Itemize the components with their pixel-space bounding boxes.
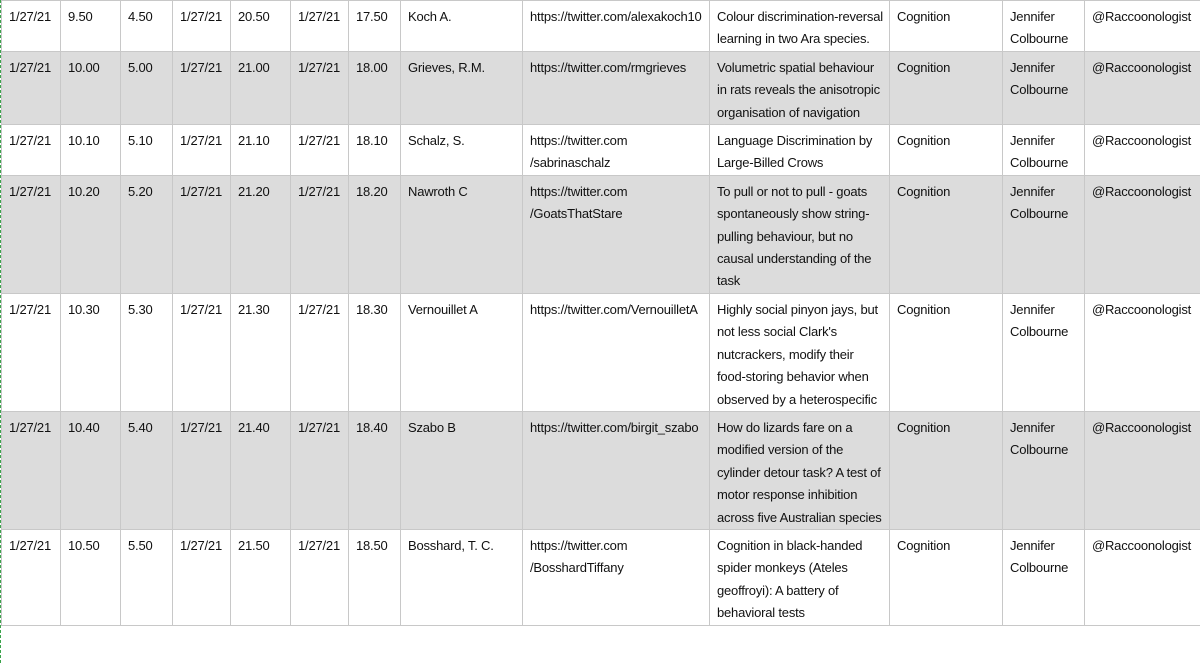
cell-text: 1/27/21 (180, 301, 222, 317)
cell-handle[interactable] (1085, 529, 1200, 625)
cell-text: 1/27/21 (298, 183, 340, 199)
cell-text: 1/27/21 (180, 59, 222, 75)
cell-text: @Raccoonologist (1092, 537, 1192, 553)
cell-date[interactable] (291, 529, 349, 625)
cell-twitter-url[interactable] (523, 125, 710, 176)
cell-host[interactable] (1003, 51, 1085, 124)
cell-text: 1/27/21 (298, 9, 340, 24)
cell-date[interactable] (173, 529, 231, 625)
cell-text: @Raccoonologist (1092, 183, 1192, 199)
cell-text: Jennifer Colbourne (1010, 537, 1069, 576)
cell-author[interactable] (401, 293, 523, 411)
cell-text: @Raccoonologist (1092, 9, 1192, 24)
cell-text: 1/27/21 (298, 537, 340, 553)
cell-text: Cognition (897, 301, 951, 317)
cell-text: 21.10 (238, 133, 270, 149)
cell-twitter-url[interactable] (523, 175, 710, 293)
cell-author[interactable] (401, 529, 523, 625)
cell-text: 5.50 (128, 537, 153, 553)
cell-date[interactable] (173, 51, 231, 124)
cell-text: Szabo B (408, 419, 456, 435)
cell-author[interactable] (401, 51, 523, 124)
cell-text: https://twitter.com/birgit_szabo (530, 419, 699, 435)
cell-text: Language Discrimination by Large-Billed Crows (717, 133, 873, 171)
cell-text: Cognition (897, 183, 951, 199)
cell-topic[interactable] (890, 51, 1003, 124)
cell-topic[interactable] (890, 1, 1003, 52)
cell-text: 18.20 (356, 183, 388, 199)
cell-time[interactable] (231, 1, 291, 52)
cell-date[interactable] (2, 51, 61, 124)
cell-text: Jennifer Colbourne (1010, 183, 1069, 222)
cell-time[interactable] (121, 51, 173, 124)
cell-text: 1/27/21 (180, 537, 222, 553)
cell-handle[interactable] (1085, 51, 1200, 124)
cell-twitter-url[interactable] (523, 293, 710, 411)
cell-date[interactable] (173, 1, 231, 52)
cell-text: 1/27/21 (9, 9, 51, 24)
cell-topic[interactable] (890, 529, 1003, 625)
table-row (2, 1, 1200, 52)
cell-time[interactable] (349, 125, 401, 176)
cell-time[interactable] (121, 293, 173, 411)
cell-date[interactable] (291, 51, 349, 124)
cell-text: Cognition (897, 59, 951, 75)
cell-text: 20.50 (238, 9, 270, 24)
table-row (2, 125, 1200, 176)
cell-date[interactable] (173, 175, 231, 293)
cell-talk-title[interactable] (710, 1, 890, 52)
cell-text: Jennifer Colbourne (1010, 301, 1069, 340)
cell-date[interactable] (173, 125, 231, 176)
cell-text: 1/27/21 (9, 537, 51, 553)
cell-host[interactable] (1003, 1, 1085, 52)
cell-text: Volumetric spatial behaviour in rats reveals the anisotropic organisation of navigation (717, 59, 880, 120)
cell-text: 10.20 (68, 183, 100, 199)
cell-time[interactable] (61, 175, 121, 293)
cell-text: https://twitter.com /sabrinaschalz (530, 133, 628, 171)
cell-text: 1/27/21 (9, 419, 51, 435)
cell-text: Jennifer Colbourne (1010, 9, 1069, 47)
cell-text: 5.20 (128, 183, 153, 199)
schedule-table (1, 0, 1200, 626)
cell-text: https://twitter.com/VernouilletA (530, 301, 698, 317)
cell-time[interactable] (61, 51, 121, 124)
cell-time[interactable] (61, 125, 121, 176)
cell-text: 1/27/21 (180, 133, 222, 149)
cell-talk-title[interactable] (710, 51, 890, 124)
cell-time[interactable] (231, 51, 291, 124)
cell-time[interactable] (121, 1, 173, 52)
cell-host[interactable] (1003, 175, 1085, 293)
cell-text: Cognition in black-handed spider monkeys (Ateles geoffroyi): A battery of behavioral tests (717, 537, 863, 621)
cell-text: 10.30 (68, 301, 100, 317)
cell-host[interactable] (1003, 293, 1085, 411)
cell-text: https://twitter.com /BosshardTiffany (530, 537, 628, 576)
cell-talk-title[interactable] (710, 529, 890, 625)
cell-topic[interactable] (890, 175, 1003, 293)
cell-text: https://twitter.com/alexakoch10 (530, 9, 702, 24)
cell-text: Jennifer Colbourne (1010, 133, 1069, 171)
cell-text: Cognition (897, 9, 951, 24)
cell-time[interactable] (121, 175, 173, 293)
cell-date[interactable] (291, 175, 349, 293)
cell-text: 5.00 (128, 59, 153, 75)
cell-text: 21.40 (238, 419, 270, 435)
cell-time[interactable] (231, 125, 291, 176)
cell-date[interactable] (2, 529, 61, 625)
table-row (2, 293, 1200, 411)
cell-twitter-url[interactable] (523, 51, 710, 124)
cell-date[interactable] (2, 293, 61, 411)
cell-text: 21.00 (238, 59, 270, 75)
cell-text: Nawroth C (408, 183, 468, 199)
cell-text: 21.20 (238, 183, 270, 199)
table-row (2, 411, 1200, 529)
cell-text: 10.10 (68, 133, 100, 149)
cell-handle[interactable] (1085, 411, 1200, 529)
cell-twitter-url[interactable] (523, 1, 710, 52)
cell-text: https://twitter.com/rmgrieves (530, 59, 687, 75)
cell-talk-title[interactable] (710, 411, 890, 529)
cell-talk-title[interactable] (710, 175, 890, 293)
cell-text: @Raccoonologist (1092, 301, 1192, 317)
cell-text: Schalz, S. (408, 133, 465, 149)
cell-time[interactable] (231, 529, 291, 625)
cell-date[interactable] (291, 1, 349, 52)
cell-text: 18.10 (356, 133, 388, 149)
cell-time[interactable] (349, 1, 401, 52)
cell-text: 1/27/21 (9, 133, 51, 149)
cell-text: 9.50 (68, 9, 93, 24)
cell-date[interactable] (2, 175, 61, 293)
cell-text: @Raccoonologist (1092, 419, 1192, 435)
cell-date[interactable] (2, 125, 61, 176)
cell-text: 18.50 (356, 537, 388, 553)
cell-topic[interactable] (890, 125, 1003, 176)
cell-talk-title[interactable] (710, 125, 890, 176)
cell-text: 1/27/21 (298, 59, 340, 75)
cell-time[interactable] (61, 1, 121, 52)
cell-date[interactable] (173, 293, 231, 411)
cell-text: 1/27/21 (180, 9, 222, 24)
cell-text: 5.30 (128, 301, 153, 317)
cell-topic[interactable] (890, 293, 1003, 411)
cell-date[interactable] (291, 125, 349, 176)
cell-author[interactable] (401, 175, 523, 293)
cell-time[interactable] (231, 293, 291, 411)
cell-twitter-url[interactable] (523, 529, 710, 625)
cell-time[interactable] (61, 293, 121, 411)
cell-time[interactable] (349, 175, 401, 293)
cell-text: Colour discrimination-reversal learning in two Ara species. (717, 9, 883, 47)
cell-time[interactable] (121, 529, 173, 625)
cell-text: 18.00 (356, 59, 388, 75)
cell-time[interactable] (121, 125, 173, 176)
cell-text: 1/27/21 (180, 183, 222, 199)
cell-text: Cognition (897, 537, 951, 553)
cell-text: Highly social pinyon jays, but not less social Clark's nutcrackers, modify their food-storing behavior when observed by a heterospecific (717, 301, 878, 407)
cell-talk-title[interactable] (710, 293, 890, 411)
cell-date[interactable] (2, 1, 61, 52)
cell-author[interactable] (401, 125, 523, 176)
cell-text: 17.50 (356, 9, 388, 24)
cell-host[interactable] (1003, 529, 1085, 625)
cell-time[interactable] (349, 293, 401, 411)
cell-text: 10.00 (68, 59, 100, 75)
cell-twitter-url[interactable] (523, 411, 710, 529)
cell-text: 1/27/21 (298, 419, 340, 435)
cell-date[interactable] (291, 293, 349, 411)
cell-time[interactable] (61, 529, 121, 625)
cell-handle[interactable] (1085, 175, 1200, 293)
cell-handle[interactable] (1085, 293, 1200, 411)
cell-handle[interactable] (1085, 1, 1200, 52)
cell-text: 18.30 (356, 301, 388, 317)
cell-text: 1/27/21 (298, 133, 340, 149)
cell-text: Jennifer Colbourne (1010, 59, 1069, 98)
cell-time[interactable] (349, 529, 401, 625)
cell-text: Bosshard, T. C. (408, 537, 494, 553)
cell-text: 1/27/21 (9, 301, 51, 317)
cell-text: https://twitter.com /GoatsThatStare (530, 183, 628, 222)
cell-text: To pull or not to pull - goats spontaneously show string-pulling behaviour, but no causal understanding of the task (717, 183, 872, 289)
cell-text: How do lizards fare on a modified version of the cylinder detour task? A test of motor response inhibition across five Australian species (717, 419, 882, 525)
cell-time[interactable] (121, 411, 173, 529)
cell-text: @Raccoonologist (1092, 133, 1192, 149)
cell-host[interactable] (1003, 125, 1085, 176)
cell-text: Cognition (897, 133, 951, 149)
cell-text: Koch A. (408, 9, 452, 24)
cell-date[interactable] (291, 411, 349, 529)
cell-text: 5.40 (128, 419, 153, 435)
cell-time[interactable] (231, 175, 291, 293)
cell-text: 10.50 (68, 537, 100, 553)
cell-host[interactable] (1003, 411, 1085, 529)
cell-text: 1/27/21 (298, 301, 340, 317)
cell-text: @Raccoonologist (1092, 59, 1192, 75)
cell-date[interactable] (2, 411, 61, 529)
cell-text: Grieves, R.M. (408, 59, 485, 75)
cell-topic[interactable] (890, 411, 1003, 529)
cell-date[interactable] (173, 411, 231, 529)
table-row (2, 175, 1200, 293)
cell-author[interactable] (401, 1, 523, 52)
cell-text: 4.50 (128, 9, 153, 24)
cell-text: Jennifer Colbourne (1010, 419, 1069, 458)
cell-text: 10.40 (68, 419, 100, 435)
cell-text: 21.50 (238, 537, 270, 553)
cell-time[interactable] (349, 51, 401, 124)
cell-text: 1/27/21 (9, 183, 51, 199)
cell-text: 18.40 (356, 419, 388, 435)
cell-text: Vernouillet A (408, 301, 478, 317)
cell-time[interactable] (231, 411, 291, 529)
cell-text: Cognition (897, 419, 951, 435)
table-row (2, 529, 1200, 625)
cell-handle[interactable] (1085, 125, 1200, 176)
cell-time[interactable] (349, 411, 401, 529)
cell-text: 21.30 (238, 301, 270, 317)
cell-time[interactable] (61, 411, 121, 529)
cell-author[interactable] (401, 411, 523, 529)
cell-text: 1/27/21 (180, 419, 222, 435)
cell-text: 5.10 (128, 133, 153, 149)
table-row (2, 51, 1200, 124)
cell-text: 1/27/21 (9, 59, 51, 75)
